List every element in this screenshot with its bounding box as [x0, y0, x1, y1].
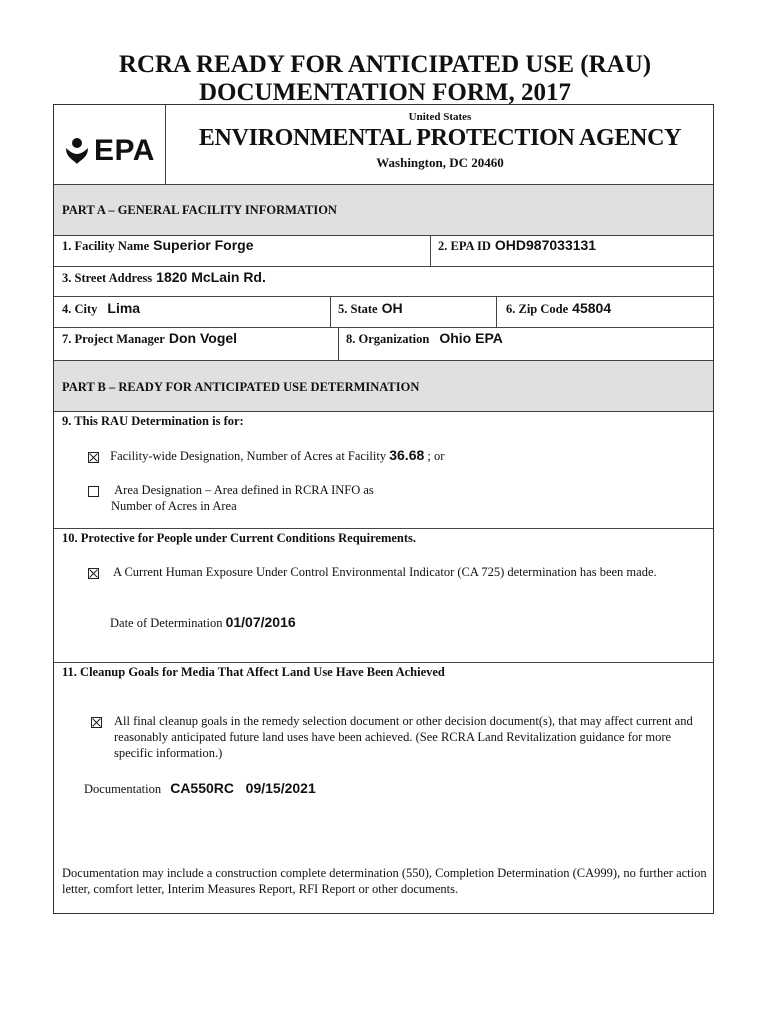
organization-label: 8. Organization: [346, 332, 430, 346]
q9-area-text: Area Designation – Area defined in RCRA INFO as: [114, 483, 374, 497]
facility-name-label: 1. Facility Name: [62, 239, 150, 253]
part-a-heading: PART A – GENERAL FACILITY INFORMATION: [62, 203, 337, 217]
country-label: United States: [408, 111, 472, 123]
agency-name: ENVIRONMENTAL PROTECTION AGENCY: [198, 125, 682, 151]
form-title-line1: RCRA READY FOR ANTICIPATED USE (RAU): [118, 51, 652, 78]
form-title-line2: DOCUMENTATION FORM, 2017: [199, 79, 571, 106]
city-field[interactable]: Lima: [107, 300, 141, 316]
q10-checkbox[interactable]: [88, 568, 99, 579]
city-label: 4. City: [62, 302, 98, 316]
q11-documentation-field[interactable]: CA550RC 09/15/2021: [170, 780, 316, 796]
rau-form: [53, 104, 714, 914]
documentation-footnote: Documentation may include a construction complete determination (550), Completion Determination (CA999), no further action letter, comfort letter, Interim Measures Report, RFI Report or other documents.: [62, 866, 707, 896]
zip-code-label: 6. Zip Code: [506, 302, 569, 316]
q9-facility-wide-checkbox[interactable]: [88, 452, 99, 463]
epa-id-label: 2. EPA ID: [438, 239, 491, 253]
q10-date-field[interactable]: 01/07/2016: [225, 614, 296, 630]
street-address-label: 3. Street Address: [62, 271, 153, 285]
q9-facility-wide-text: Facility-wide Designation, Number of Acres at Facility: [110, 449, 387, 463]
q11-text: All final cleanup goals in the remedy selection document or other decision document(s), that may affect current and reasonably anticipated future land uses have been achieved. (See RCRA Land Revitalization guidance for more specific information.): [114, 714, 693, 760]
part-b-heading: PART B – READY FOR ANTICIPATED USE DETERMINATION: [62, 380, 420, 394]
q11-documentation-label: Documentation: [84, 782, 162, 796]
project-manager-field[interactable]: Don Vogel: [168, 330, 238, 346]
facility-name-field[interactable]: Superior Forge: [153, 237, 254, 253]
epa-id-field[interactable]: OHD987033131: [494, 237, 597, 253]
q9-label: 9. This RAU Determination is for:: [62, 414, 244, 428]
epa-logo: [64, 131, 155, 171]
q9-acres-field[interactable]: 36.68: [389, 447, 425, 463]
q10-text: A Current Human Exposure Under Control Environmental Indicator (CA 725) determination has been made.: [113, 565, 657, 579]
q10-date-label: Date of Determination: [110, 616, 223, 630]
q11-label: 11. Cleanup Goals for Media That Affect Land Use Have Been Achieved: [62, 665, 445, 679]
q9-area-checkbox[interactable]: [88, 486, 99, 497]
epa-flower-icon: [64, 136, 90, 166]
q9-or-text: ; or: [427, 449, 445, 463]
epa-logo-text: EPA: [94, 134, 155, 167]
project-manager-label: 7. Project Manager: [62, 332, 165, 346]
q11-checkbox[interactable]: [91, 717, 102, 728]
street-address-field[interactable]: 1820 McLain Rd.: [156, 269, 266, 285]
zip-code-field[interactable]: 45804: [572, 300, 612, 316]
agency-location: Washington, DC 20460: [376, 155, 504, 170]
state-label: 5. State: [338, 302, 378, 316]
q10-label: 10. Protective for People under Current Conditions Requirements.: [62, 531, 417, 545]
q9-area-acres-text: Number of Acres in Area: [111, 499, 237, 513]
state-field[interactable]: OH: [381, 300, 403, 316]
organization-field[interactable]: Ohio EPA: [439, 330, 503, 346]
